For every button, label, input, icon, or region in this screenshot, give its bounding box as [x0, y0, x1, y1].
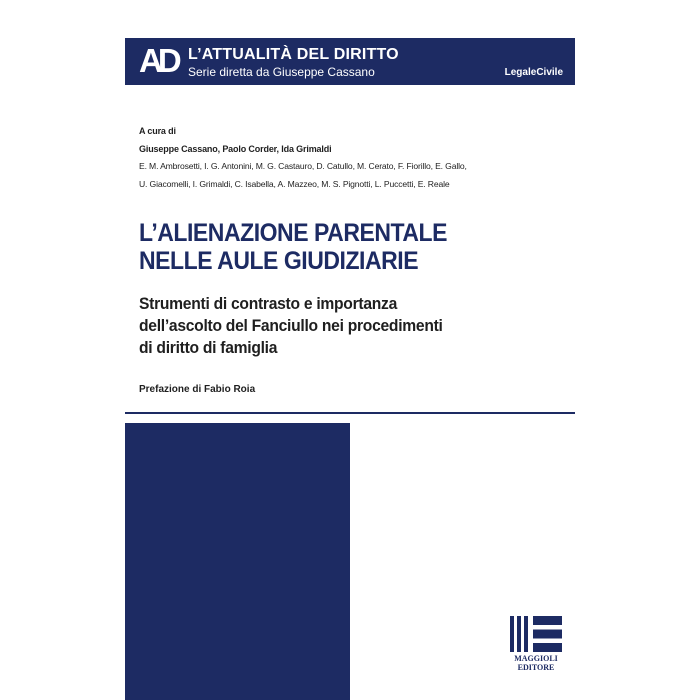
series-logo: AD — [139, 42, 177, 79]
preface-credit: Prefazione di Fabio Roia — [139, 384, 256, 395]
divider-rule — [125, 412, 575, 414]
book-title-line: NELLE AULE GIUDIZIARIE — [139, 247, 419, 275]
imprint-label: LegaleCivile — [504, 67, 563, 78]
editors-names: Giuseppe Cassano, Paolo Corder, Ida Grimaldi — [139, 143, 332, 154]
book-title — [139, 219, 535, 275]
publisher-name — [509, 654, 563, 672]
book-subtitle-line: Strumenti di contrasto e importanza — [139, 294, 398, 313]
edited-by-label: A cura di — [139, 126, 176, 136]
decorative-color-block — [125, 423, 350, 700]
series-header-band — [125, 38, 575, 85]
book-subtitle — [139, 293, 553, 359]
book-subtitle-line: dell’ascolto del Fanciullo nei procedimenti — [139, 316, 443, 335]
series-subtitle: Serie diretta da Giuseppe Cassano — [188, 65, 375, 79]
publisher-name-line: MAGGIOLI — [514, 654, 558, 663]
book-cover — [125, 38, 575, 700]
book-title-line: L’ALIENAZIONE PARENTALE — [139, 219, 448, 247]
book-subtitle-line: di diritto di famiglia — [139, 338, 278, 357]
contributors-line: E. M. Ambrosetti, I. G. Antonini, M. G. Castauro, D. Catullo, M. Cerato, F. Fiorillo, E. Gallo, — [139, 161, 467, 171]
maggioli-logo-icon — [509, 616, 563, 652]
publisher-name-line: EDITORE — [517, 663, 555, 672]
contributors-line: U. Giacomelli, I. Grimaldi, C. Isabella, A. Mazzeo, M. S. Pignotti, L. Puccetti, E. Reale — [139, 178, 450, 189]
credits-block — [139, 123, 467, 193]
publisher-logo — [509, 616, 563, 676]
series-title: L’ATTUALITÀ DEL DIRITTO — [188, 46, 399, 63]
